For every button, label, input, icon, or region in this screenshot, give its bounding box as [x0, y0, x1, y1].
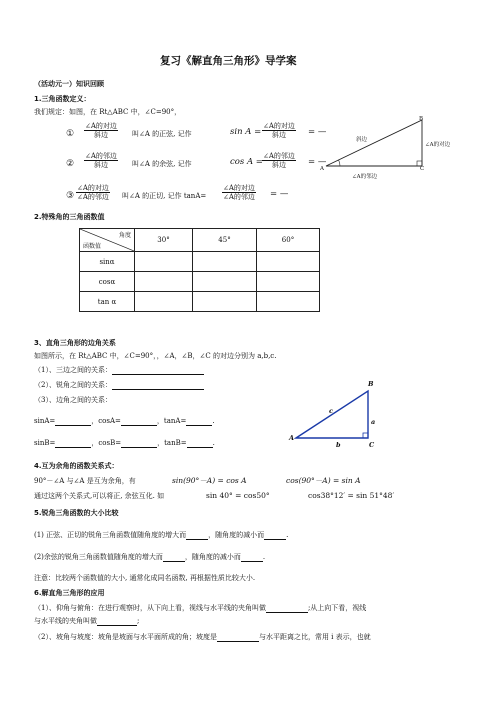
answer-blank[interactable]	[55, 447, 91, 448]
s6-heading: 6.解直角三角形的应用	[34, 589, 105, 597]
s3-relation-2	[34, 381, 204, 390]
ratio-label: ，tanB=	[157, 439, 187, 447]
fig1-label-A: A	[320, 166, 324, 172]
page-title: 复习《解直角三角形》导学案	[160, 55, 297, 67]
value-cell[interactable]	[193, 272, 257, 292]
corner-top-label: 角度	[118, 232, 131, 239]
row-label-cos: cosα	[80, 272, 135, 292]
ratio-label: .	[212, 417, 215, 425]
s1-heading: 1.三角函数定义：	[34, 95, 91, 103]
value-cell[interactable]	[257, 252, 320, 272]
corner-bottom-label: 函数值	[83, 243, 102, 250]
s6-text: ;从上向下看，视线	[307, 604, 367, 612]
answer-blank[interactable]	[186, 539, 208, 540]
s4-formula-3: sin 40° = cos50°	[206, 491, 270, 500]
item-mark-1: ①	[66, 129, 75, 139]
row-label-sin: sinα	[80, 252, 135, 272]
row-label-tan: tan α	[80, 292, 135, 312]
value-cell[interactable]	[257, 292, 320, 312]
angle-header-45: 45°	[193, 229, 257, 252]
value-cell[interactable]	[135, 292, 193, 312]
s3-relation-1	[34, 366, 204, 375]
value-cell[interactable]	[193, 292, 257, 312]
answer-blank[interactable]	[241, 561, 263, 562]
fig2-label-a: a	[371, 418, 376, 426]
item-fn-2: cos A =	[230, 157, 263, 167]
answer-blank[interactable]	[121, 447, 157, 448]
item-text-1: 叫∠A 的正弦, 记作	[132, 130, 192, 138]
s6-para-1b	[34, 617, 139, 626]
s5-heading: 5.锐角三角函数的大小比较	[34, 509, 119, 517]
value-cell[interactable]	[257, 272, 320, 292]
s4-line-2: 通过这两个关系式,可以将正, 余弦互化. 如	[34, 492, 165, 500]
relation-label: （1）、三边之间的关系：	[34, 366, 112, 374]
angle-arc	[339, 160, 340, 166]
angle-header-60: 60°	[257, 229, 320, 252]
fraction-1a	[84, 122, 118, 139]
fraction-num: ∠A的邻边	[85, 152, 117, 160]
s5-text: .	[262, 553, 266, 561]
s1-intro: 我们规定：如图，在 Rt△ABC 中，∠C=90°，	[34, 108, 182, 116]
fraction-num: ∠A的对边	[77, 184, 109, 192]
s5-note: 注意：比较两个函数值的大小, 通常化成同名函数, 再根据性质比较大小.	[34, 574, 256, 582]
item-text-2: 叫∠A 的余弦, 记作	[132, 160, 192, 168]
s3-ratio-line-1	[34, 417, 215, 426]
relation-label: （2）、锐角之间的关系：	[34, 381, 112, 389]
ratio-label: .	[212, 439, 215, 447]
s6-para-2	[34, 633, 371, 642]
answer-blank[interactable]	[187, 447, 213, 448]
activity-label: （活动元一）知识回顾	[34, 80, 104, 88]
s6-text: 与水平距离之比，常用 i 表示，也就	[258, 633, 371, 641]
s5-text: ，随角度的减小而	[208, 531, 265, 539]
item-fn-1: sin A =	[230, 127, 262, 137]
s6-text: （1）、仰角与俯角：在进行观察时，从下向上看，视线与水平线的夹角叫做	[34, 604, 266, 612]
fraction-2b	[262, 152, 296, 169]
fraction-num: ∠A的对边	[223, 184, 255, 192]
fraction-den: 斜边	[271, 131, 286, 139]
fig2-label-B: B	[368, 380, 374, 388]
fraction-den: ∠A的邻边	[223, 193, 255, 201]
fraction-3b	[222, 184, 256, 201]
answer-blank[interactable]	[55, 425, 91, 426]
fraction-den: 斜边	[93, 131, 108, 139]
fraction-den: 斜边	[271, 161, 286, 169]
s4-formula-4: cos38°12′ = sin 51°48′	[308, 491, 395, 500]
s3-relation-3: （3）、边角之间的关系：	[34, 396, 112, 404]
s5-text: .	[286, 531, 289, 539]
fraction-num: ∠A的邻边	[263, 152, 295, 160]
answer-blank[interactable]	[97, 625, 137, 626]
fraction-3a	[76, 184, 110, 201]
item-mark-2: ②	[66, 159, 75, 169]
right-angle-mark	[363, 433, 368, 438]
answer-blank[interactable]	[264, 539, 286, 540]
s5-text: (2)余弦的锐角三角函数值随角度的增大而	[34, 553, 163, 561]
fig2-label-C: C	[369, 441, 375, 449]
triangle-shape	[326, 120, 422, 166]
s4-formula-2: cos(90°－A) = sin A	[286, 476, 361, 485]
s5-text: ，随角度的减小而	[184, 553, 241, 561]
s5-text: (1) 正弦、正切的锐角三角函数值随角度的增大而	[34, 531, 187, 539]
ratio-label: ，cosB=	[91, 439, 122, 447]
fig1-label-opp: ∠A的对边	[425, 142, 451, 148]
fraction-num: ∠A的对边	[85, 122, 117, 130]
fraction-den: 斜边	[93, 161, 108, 169]
s6-text: （2）、坡角与坡度：坡角是坡面与水平面所成的角；坡度是	[34, 633, 217, 641]
answer-blank[interactable]	[112, 389, 204, 390]
ratio-label: sinB=	[34, 439, 56, 447]
fig1-label-hyp: 斜边	[356, 137, 368, 143]
fig1-label-B: B	[419, 116, 424, 122]
value-cell[interactable]	[135, 272, 193, 292]
item-tail-2: = —	[308, 157, 327, 167]
s6-para-1	[34, 604, 366, 613]
value-cell[interactable]	[135, 252, 193, 272]
s4-heading: 4.互为余角的函数关系式：	[34, 462, 119, 470]
item-tail-1: = —	[308, 127, 327, 137]
s6-text: 与水平线的夹角叫做	[34, 617, 97, 625]
answer-blank[interactable]	[217, 641, 259, 642]
answer-blank[interactable]	[186, 425, 212, 426]
answer-blank[interactable]	[266, 612, 308, 613]
ratio-label: ，cosA=	[91, 417, 121, 425]
answer-blank[interactable]	[163, 561, 185, 562]
value-cell[interactable]	[193, 252, 257, 272]
fig1-label-adj: ∠A的邻边	[352, 174, 378, 180]
triangle-figure-2	[292, 385, 382, 447]
s3-intro: 如图所示，在 Rt△ABC 中，∠C=90°，，∠A，∠B，∠C 的对边分别为 a,b,c.	[34, 352, 277, 360]
item-tail-3: = —	[270, 189, 289, 199]
s2-heading: 2.特殊角的三角函数值	[34, 213, 105, 221]
item-mark-3: ③	[66, 191, 75, 201]
special-angles-table	[79, 228, 320, 312]
s6-text: ;	[137, 617, 140, 625]
item-text-3: 叫∠A 的正切, 记作 tanA=	[122, 192, 207, 200]
fraction-2a	[84, 152, 118, 169]
fig2-label-b: b	[336, 441, 341, 449]
ratio-label: ，tanA=	[156, 417, 187, 425]
s4-formula-1: sin(90°－A) = cos A	[172, 476, 247, 485]
answer-blank[interactable]	[112, 374, 204, 375]
fraction-1b	[262, 122, 296, 139]
ratio-label: sinA=	[34, 417, 56, 425]
s3-heading: 3、直角三角形的边角关系	[34, 339, 116, 347]
fig2-label-c: c	[329, 407, 333, 415]
s3-ratio-line-2	[34, 439, 215, 448]
fig2-label-A: A	[289, 434, 295, 442]
fig1-label-C: C	[420, 166, 425, 172]
angle-header-30: 30°	[135, 229, 193, 252]
fraction-num: ∠A的对边	[263, 122, 295, 130]
s4-line-1: 90°－∠A 与∠A 是互为余角，有	[34, 477, 136, 485]
s5-para-1	[34, 531, 288, 540]
s5-para-2	[34, 553, 265, 562]
table-corner-cell	[80, 229, 135, 252]
fraction-den: ∠A的邻边	[77, 193, 109, 201]
answer-blank[interactable]	[121, 425, 157, 426]
